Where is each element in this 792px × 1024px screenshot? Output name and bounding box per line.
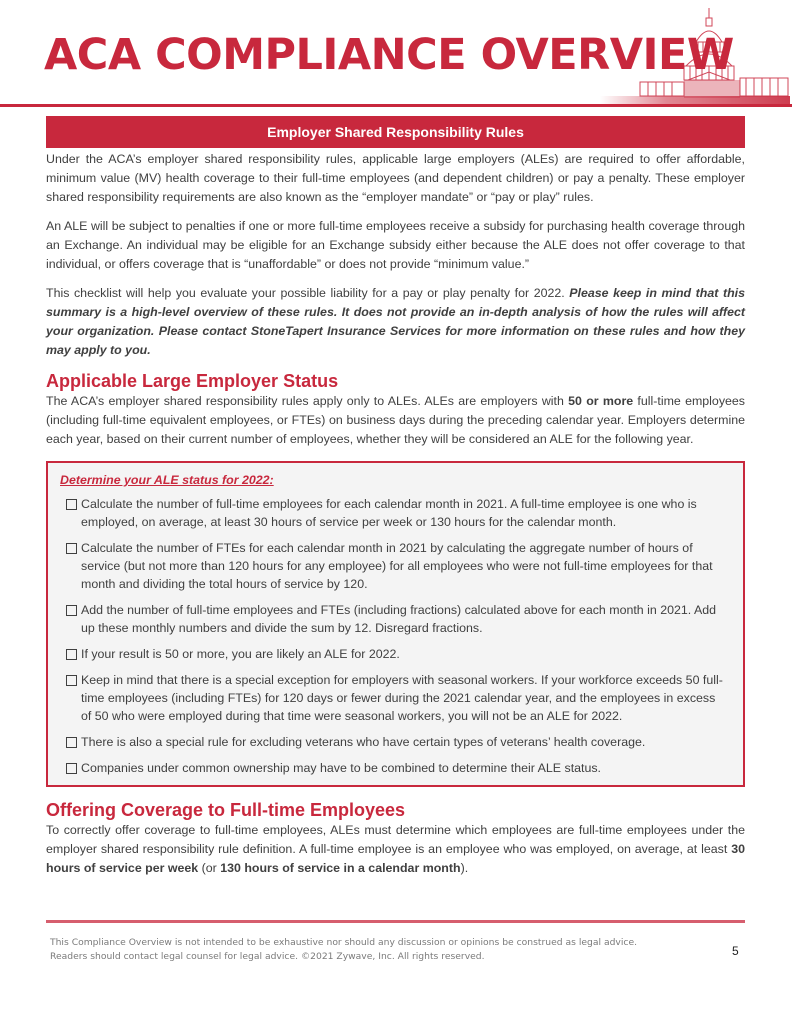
checklist-item-text: Calculate the number of full-time employees for each calendar month in 2021. A full-time employee is one who is employed, on average, at least 30 hours of service per week or 130 hours for the calendar month. [81, 497, 697, 529]
checklist-item-text: There is also a special rule for excluding veterans who have certain types of veterans’ health coverage. [81, 735, 646, 749]
checklist-item-text: If your result is 50 or more, you are likely an ALE for 2022. [81, 647, 400, 661]
intro-paragraph-1: Under the ACA’s employer shared responsibility rules, applicable large employers (ALEs) are required to offer affordable, minimum value (MV) health coverage to their full-time employees (and dependent children) or pay a penalty. These employer shared responsibility requirements are also known as the “employer mandate” or “pay or play” rules. [46, 152, 745, 204]
coverage-text-3: ). [460, 861, 469, 875]
checklist-title: Determine your ALE status for 2022: [60, 473, 274, 487]
ale-text-before: The ACA’s employer shared responsibility rules apply only to ALEs. ALEs are employers with [46, 394, 569, 408]
intro-paragraph-3 [46, 284, 745, 360]
checkbox-icon [66, 649, 77, 660]
section-banner: Employer Shared Responsibility Rules [46, 116, 745, 148]
ale-status-paragraph [46, 392, 745, 449]
checklist-item [60, 601, 729, 637]
coverage-bold-1: 30 hours of service per week [46, 842, 745, 875]
checklist-item-text: Calculate the number of FTEs for each calendar month in 2021 by calculating the aggregate number of hours of service (but not more than 120 hours for any employee) for all employees who were not full-time employees for that month and dividing the total hours of service by 120. [81, 541, 713, 591]
intro-plain-text: This checklist will help you evaluate your possible liability for a pay or play penalty for 2022. [46, 286, 570, 300]
ale-text-after: full-time employees (including full-time equivalent employees, or FTEs) on business days during the preceding calendar year. Employers determine each year, based on their current number of employees, whether they will be considered an ALE for the following year. [46, 394, 745, 446]
header-rule [0, 104, 792, 107]
page-title: ACA COMPLIANCE OVERVIEW [44, 30, 734, 80]
coverage-text-2: (or [198, 861, 221, 875]
footer-disclaimer: This Compliance Overview is not intended to be exhaustive nor should any discussion or opinions be construed as legal advice. Readers should contact legal counsel for legal advice. ©2021 Zywave, Inc. All rights reserved. [50, 937, 638, 962]
coverage-heading: Offering Coverage to Full-time Employees [46, 800, 406, 820]
checklist-item-text: Keep in mind that there is a special exception for employers with seasonal workers. If your workforce exceeds 50 full-time employees (including FTEs) for 120 days or fewer during the 2021 calendar year, and the employees in excess of 50 who were employed during that time were seasonal workers, you will not be an ALE for 2022. [81, 673, 723, 723]
checkbox-icon [66, 605, 77, 616]
checklist-item [60, 495, 729, 531]
checklist-item [60, 733, 729, 751]
coverage-bold-2: 130 hours of service in a calendar month [220, 861, 461, 875]
checkbox-icon [66, 543, 77, 554]
checklist-item [60, 645, 729, 663]
checkbox-icon [66, 763, 77, 774]
ale-text-bold: 50 or more [568, 394, 634, 408]
coverage-text-1: To correctly offer coverage to full-time employees, ALEs must determine which employees are full-time employees under the employer shared responsibility rule definition. A full-time employee is an employee who was employed, on average, at least [46, 823, 745, 856]
checkbox-icon [66, 499, 77, 510]
checklist-item [60, 759, 729, 777]
checklist-item-text: Add the number of full-time employees and FTEs (including fractions) calculated above for each month in 2021. Add up these monthly numbers and divide the sum by 12. Disregard fractions. [81, 603, 717, 635]
page-number: 5 [732, 944, 739, 958]
intro-italic-text: Please keep in mind that this summary is a high-level overview of these rules. It does not provide an in-depth analysis of how the rules will affect your organization. Please contact StoneTapert Insurance Services for more information on these rules and how they may apply to you. [46, 286, 745, 357]
ale-checklist-box [46, 461, 745, 787]
checklist-item-text: Companies under common ownership may have to be combined to determine their ALE status. [81, 761, 601, 775]
footer-rule [46, 920, 745, 923]
intro-paragraph-2: An ALE will be subject to penalties if one or more full-time employees receive a subsidy for purchasing health coverage through an Exchange. An individual may be eligible for an Exchange subsidy either because the ALE does not offer coverage to that individual, or offers coverage that is “unaffordable” or does not provide “minimum value.” [46, 219, 745, 271]
ale-status-heading: Applicable Large Employer Status [46, 371, 339, 391]
capitol-building-icon [600, 6, 790, 106]
checkbox-icon [66, 675, 77, 686]
coverage-paragraph [46, 821, 745, 878]
main-content [46, 116, 745, 878]
checklist-item [60, 539, 729, 593]
checklist-item [60, 671, 729, 725]
checkbox-icon [66, 737, 77, 748]
